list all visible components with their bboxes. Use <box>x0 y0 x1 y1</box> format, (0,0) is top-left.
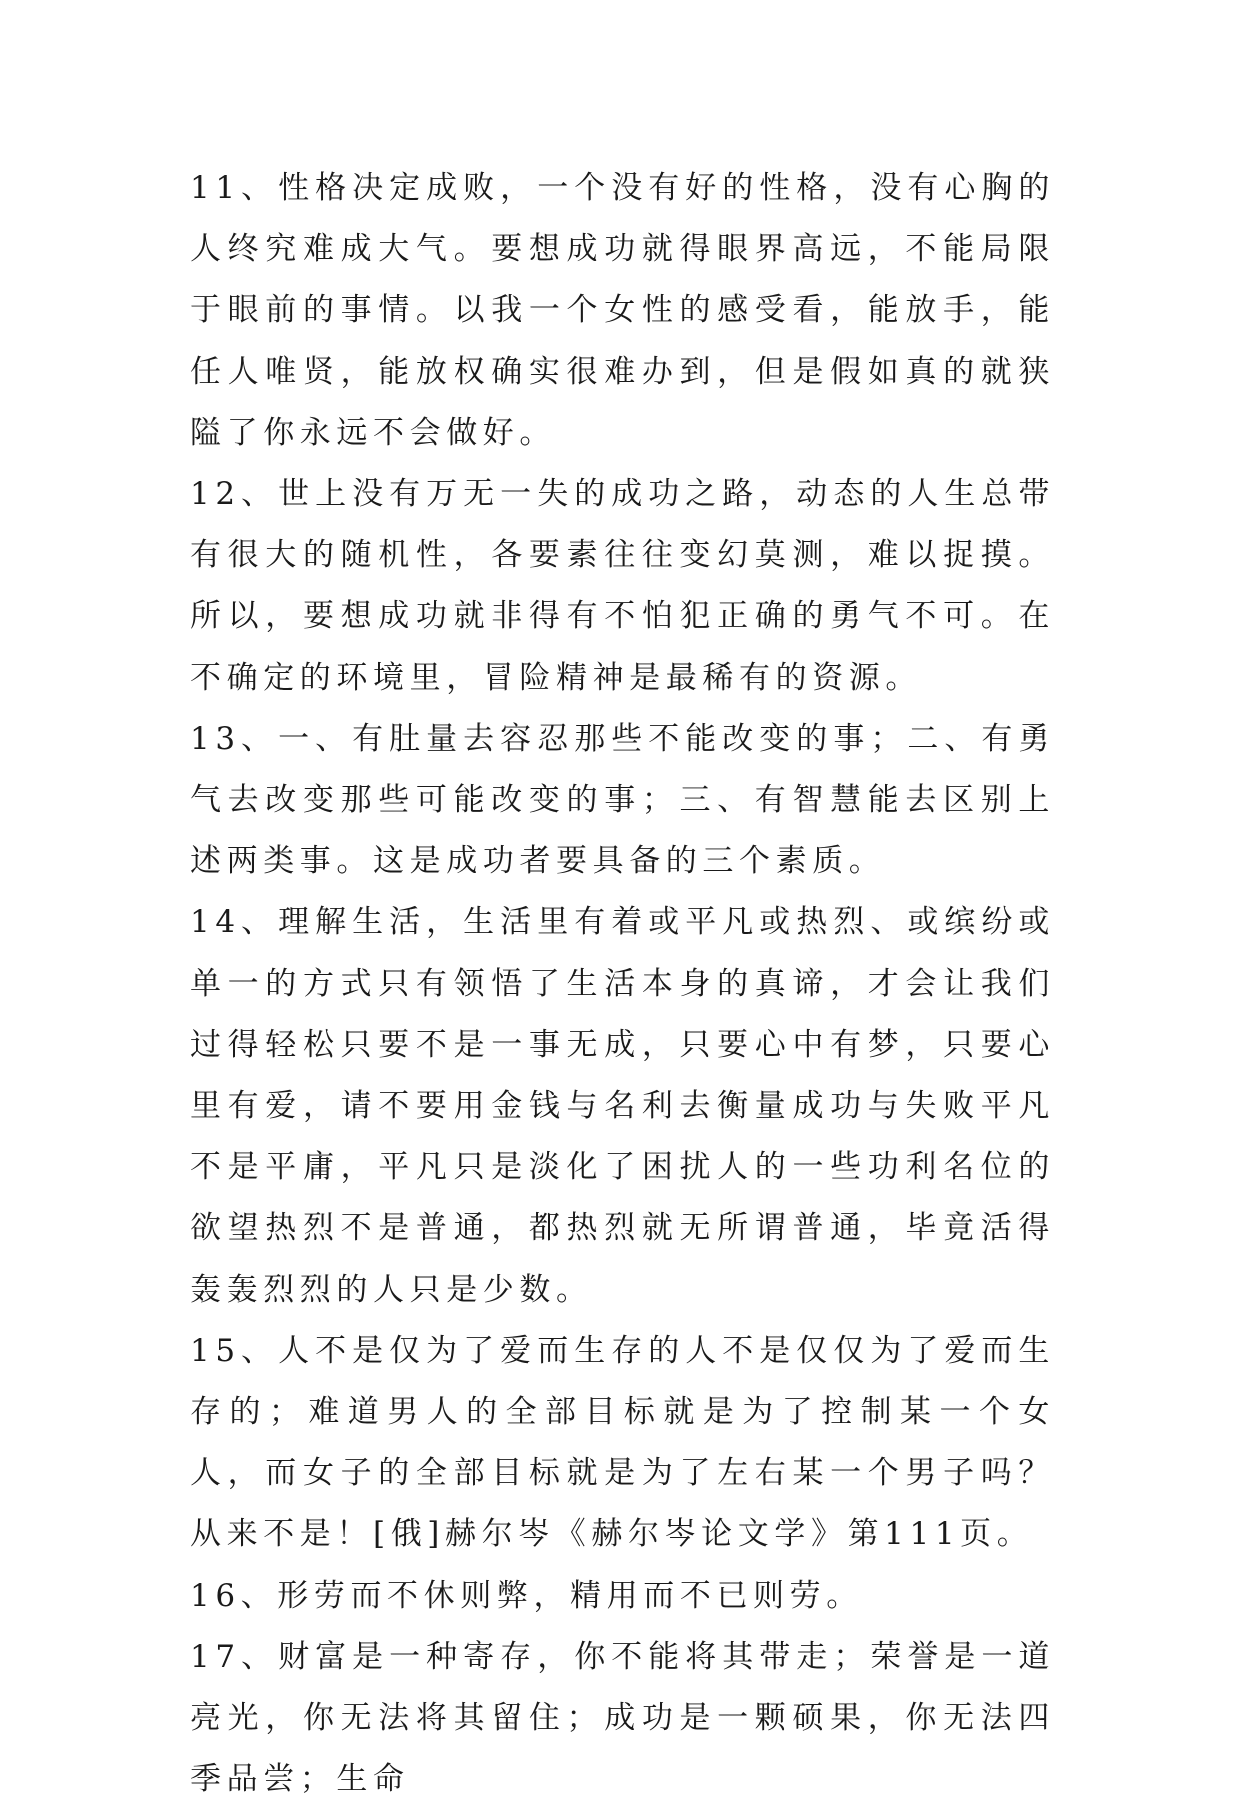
paragraph-11: 11、性格决定成败，一个没有好的性格，没有心胸的人终究难成大气。要想成功就得眼界高远，不能局限于眼前的事情。以我一个女性的感受看，能放手，能任人唯贤，能放权确实很难办到，但是假如真的就狭隘了你永远不会做好。 <box>190 170 1055 451</box>
paragraph-12: 12、世上没有万无一失的成功之路，动态的人生总带有很大的随机性，各要素往往变幻莫测，难以捉摸。所以，要想成功就非得有不怕犯正确的勇气不可。在不确定的环境里，冒险精神是最稀有的资源。 <box>190 476 1055 696</box>
document-body <box>190 158 1055 1810</box>
paragraph-17: 17、财富是一种寄存，你不能将其带走；荣誉是一道亮光，你无法将其留住；成功是一颗硕果，你无法四季品尝；生命 <box>190 1638 1055 1798</box>
paragraph-16: 16、形劳而不休则弊，精用而不已则劳。 <box>190 1577 863 1614</box>
paragraph-13: 13、一、有肚量去容忍那些不能改变的事；二、有勇气去改变那些可能改变的事；三、有智慧能去区别上述两类事。这是成功者要具备的三个素质。 <box>190 720 1055 880</box>
paragraph-14: 14、理解生活，生活里有着或平凡或热烈、或缤纷或单一的方式只有领悟了生活本身的真谛，才会让我们过得轻松只要不是一事无成，只要心中有梦，只要心里有爱，请不要用金钱与名利去衡量成功与失败平凡不是平庸，平凡只是淡化了困扰人的一些功利名位的欲望热烈不是普通，都热烈就无所谓普通，毕竟活得轰轰烈烈的人只是少数。 <box>190 904 1055 1308</box>
paragraph-15: 15、人不是仅为了爱而生存的人不是仅仅为了爱而生存的；难道男人的全部目标就是为了控制某一个女人，而女子的全部目标就是为了左右某一个男子吗？从来不是！[俄]赫尔岑《赫尔岑论文学》第111页。 <box>190 1332 1055 1553</box>
